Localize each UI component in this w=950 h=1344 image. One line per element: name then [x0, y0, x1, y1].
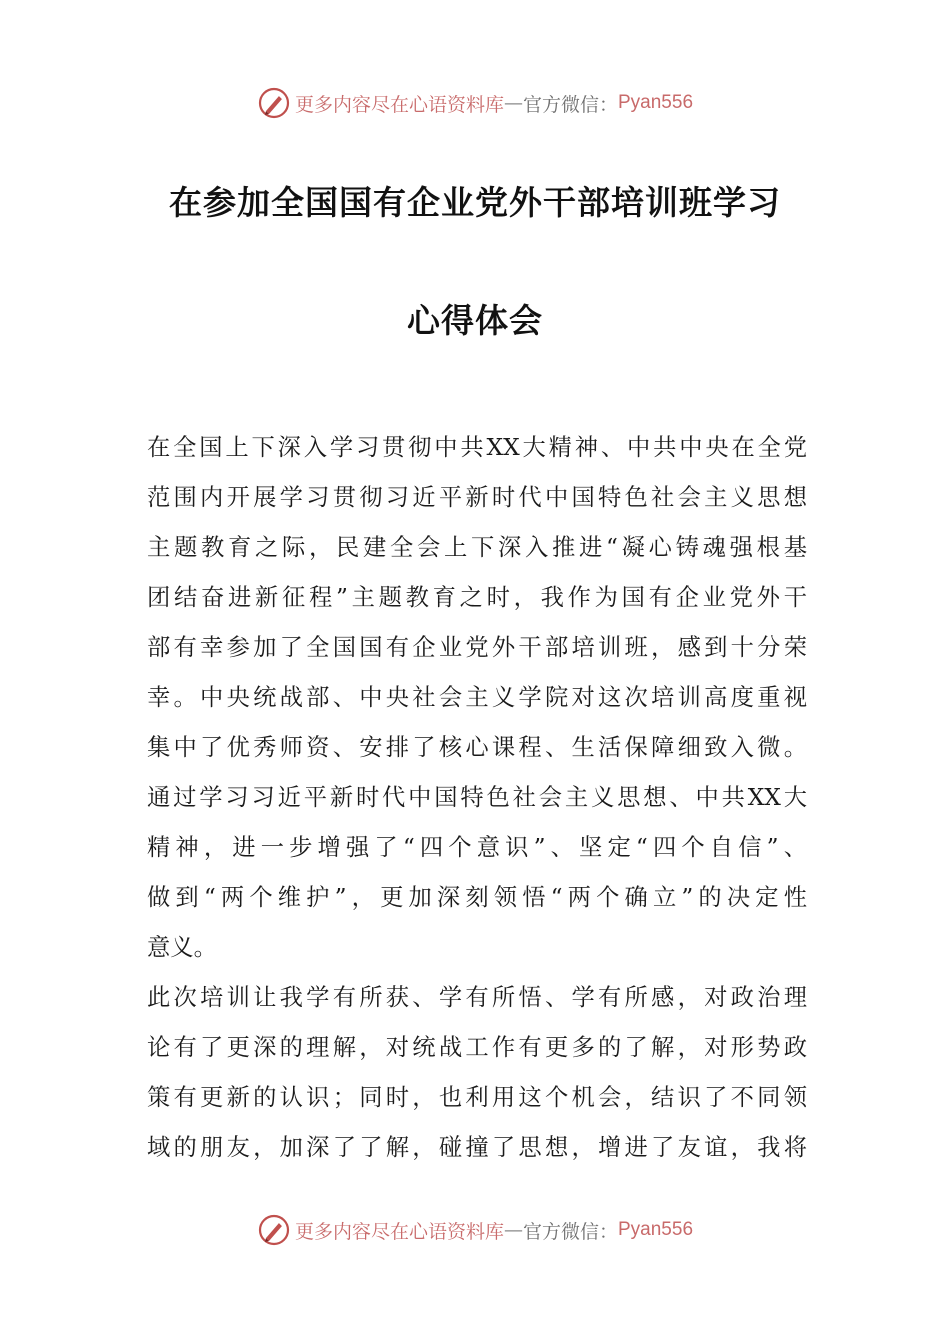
- body-line: 范围内开展学习贯彻习近平新时代中国特色社会主义思想: [147, 484, 807, 511]
- header-watermark: [0, 83, 950, 123]
- document-title-line-2: 心得体会: [407, 301, 543, 340]
- footer-watermark: [0, 1210, 950, 1250]
- body-line: 通过学习习近平新时代中国特色社会主义思想、中共XX大: [147, 784, 807, 811]
- body-line: 论有了更深的理解，对统战工作有更多的了解，对形势政: [147, 1034, 807, 1061]
- watermark-text: 更多内容尽在心语资料库: [294, 93, 504, 116]
- body-line: 策有更新的认识；同时，也利用这个机会，结识了不同领: [147, 1084, 807, 1111]
- pen-logo-icon: [257, 86, 291, 120]
- watermark-text: 更多内容尽在心语资料库: [294, 1220, 504, 1243]
- body-line: 域的朋友，加深了了解，碰撞了思想，增进了友谊，我将: [147, 1134, 807, 1161]
- watermark-wechat-id: Pyan556: [618, 92, 694, 113]
- body-line: 此次培训让我学有所获、学有所悟、学有所感，对政治理: [147, 984, 807, 1011]
- body-line: 在全国上下深入学习贯彻中共XX大精神、中共中央在全党: [147, 434, 807, 461]
- watermark-separator: —: [503, 1219, 523, 1241]
- body-line: 意义。: [147, 934, 217, 961]
- watermark-wechat-label: 官方微信：: [522, 1220, 618, 1243]
- body-line: 团结奋进新征程”主题教育之时，我作为国有企业党外干: [147, 584, 807, 611]
- body-line: 精神，进一步增强了“四个意识”、坚定“四个自信”、: [147, 834, 807, 861]
- footer-watermark-content: [257, 1213, 693, 1247]
- watermark-wechat-label: 官方微信：: [522, 93, 618, 116]
- document-body: [147, 428, 807, 1178]
- body-line: 做到“两个维护”，更加深刻领悟“两个确立”的决定性: [147, 884, 807, 911]
- pen-logo-icon: [257, 1213, 291, 1247]
- document-title-line-1: 在参加全国国有企业党外干部培训班学习: [169, 183, 781, 222]
- body-line: 幸。中央统战部、中央社会主义学院对这次培训高度重视: [147, 684, 807, 711]
- watermark-wechat-id: Pyan556: [618, 1219, 694, 1240]
- body-line: 主题教育之际，民建全会上下深入推进“凝心铸魂强根基: [147, 534, 807, 561]
- watermark-separator: —: [503, 92, 523, 114]
- header-watermark-content: [257, 86, 693, 120]
- body-line: 集中了优秀师资、安排了核心课程、生活保障细致入微。: [147, 734, 807, 761]
- body-line: 部有幸参加了全国国有企业党外干部培训班，感到十分荣: [147, 634, 807, 661]
